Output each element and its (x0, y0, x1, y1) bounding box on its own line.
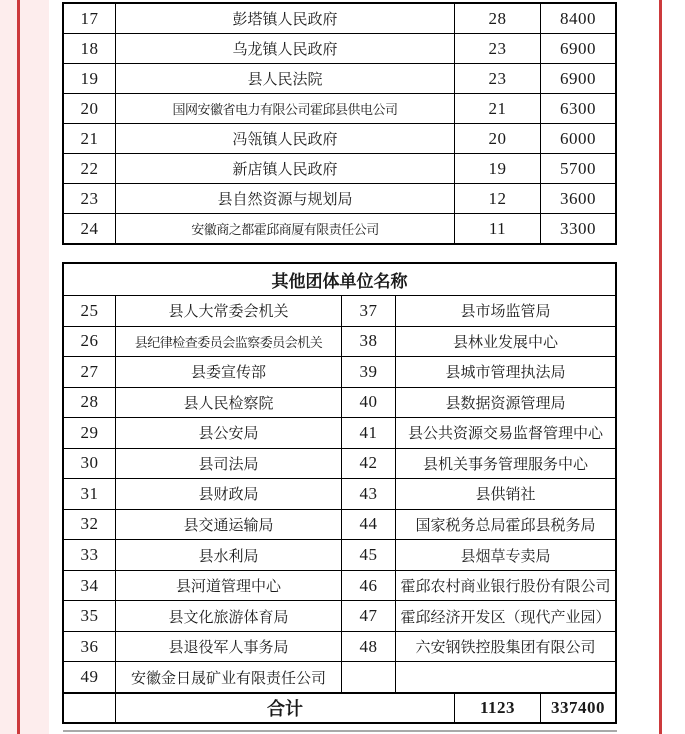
cell-text: 安徽金日晟矿业有限责任公司 (130, 670, 326, 687)
org-name-cell-right (395, 479, 615, 509)
cell-text: 21 (80, 128, 99, 148)
cell-text: 县交通运输局 (183, 517, 274, 534)
table-row (64, 387, 615, 418)
left-pink-band (0, 0, 49, 734)
cell-text: 安徽商之都霍邱商厦有限责任公司 (191, 222, 379, 237)
count-cell (454, 154, 540, 183)
cell-text: 21 (488, 98, 507, 118)
cell-text: 县文化旅游体育局 (168, 609, 289, 626)
cell-text: 县委宣传部 (190, 365, 266, 382)
row-number-cell-left (64, 540, 115, 570)
count-cell (454, 124, 540, 153)
cell-text: 12 (488, 188, 507, 208)
org-name-cell-left (115, 510, 341, 540)
org-name-cell-right (395, 418, 615, 448)
cell-text: 冯瓴镇人民政府 (232, 132, 338, 148)
org-name-cell-right (395, 449, 615, 479)
row-number-cell (64, 34, 115, 63)
cell-text: 县数据资源管理局 (445, 395, 566, 412)
total-empty-cell (64, 694, 115, 722)
row-number-cell-left (64, 357, 115, 387)
row-number-cell (64, 184, 115, 213)
amount-cell (540, 34, 615, 63)
cell-text: 44 (359, 514, 378, 534)
cell-text: 19 (488, 158, 507, 178)
org-name-cell-right (395, 632, 615, 662)
row-number-cell (64, 214, 115, 243)
cell-text: 县司法局 (198, 456, 259, 473)
table-row (64, 123, 615, 153)
cell-text: 26 (80, 331, 99, 351)
cell-text: 46 (359, 575, 378, 595)
amount-cell (540, 184, 615, 213)
org-name-cell-left (115, 327, 341, 357)
row-number-cell-right (341, 296, 395, 326)
row-number-cell-right (341, 510, 395, 540)
cell-text: 县河道管理中心 (175, 579, 281, 596)
table-row (64, 183, 615, 213)
cell-text: 25 (80, 300, 99, 320)
cell-text: 28 (488, 8, 507, 28)
cell-text: 19 (80, 68, 99, 88)
org-name-cell-left (115, 388, 341, 418)
section-header-cell (64, 264, 615, 295)
cell-text: 45 (359, 545, 378, 565)
cell-text: 30 (80, 453, 99, 473)
cell-text: 40 (359, 392, 378, 412)
table-row (64, 326, 615, 357)
table-row (64, 417, 615, 448)
table-row (64, 295, 615, 326)
total-row (64, 692, 615, 722)
count-cell (454, 184, 540, 213)
org-name-cell-right (395, 388, 615, 418)
cell-text: 县供销社 (475, 487, 536, 504)
cell-text: 县退役军人事务局 (168, 640, 289, 657)
cell-text: 20 (488, 128, 507, 148)
cell-text: 3600 (560, 188, 596, 208)
row-number-cell-left (64, 327, 115, 357)
total-count: 1123 (479, 697, 516, 717)
table-row (64, 539, 615, 570)
left-red-rule (17, 0, 20, 734)
other-units-table (62, 262, 617, 724)
row-number-cell-left (64, 479, 115, 509)
cell-text: 县人民检察院 (183, 395, 274, 412)
table-row (64, 661, 615, 692)
cell-text: 29 (80, 422, 99, 442)
org-name-cell (115, 34, 454, 63)
table-row (64, 478, 615, 509)
cell-text: 34 (80, 575, 99, 595)
cell-text: 县城市管理执法局 (445, 365, 566, 382)
table-row (64, 509, 615, 540)
row-number-cell-right (341, 449, 395, 479)
org-name-cell-left (115, 601, 341, 631)
row-number-cell-left (64, 418, 115, 448)
row-number-cell-left (64, 510, 115, 540)
table-row (64, 33, 615, 63)
amount-cell (540, 124, 615, 153)
row-number-cell-left (64, 662, 115, 692)
cell-text: 六安钢铁控股集团有限公司 (415, 640, 596, 657)
table-row (64, 631, 615, 662)
amount-cell (540, 154, 615, 183)
cell-text: 县林业发展中心 (452, 334, 558, 351)
cell-text: 24 (80, 218, 99, 238)
cell-text: 33 (80, 545, 99, 565)
org-name-cell (115, 214, 454, 243)
table-row (64, 356, 615, 387)
count-cell (454, 94, 540, 123)
row-number-cell-left (64, 388, 115, 418)
total-amount: 337400 (551, 697, 605, 717)
count-cell (454, 64, 540, 93)
row-number-cell-right (341, 601, 395, 631)
cell-text: 6000 (560, 128, 596, 148)
cell-text: 县公安局 (198, 426, 259, 443)
cell-text: 48 (359, 636, 378, 656)
org-name-cell (115, 94, 454, 123)
org-name-cell (115, 184, 454, 213)
cell-text: 国网安徽省电力有限公司霍邱县供电公司 (172, 102, 398, 117)
cell-text: 县水利局 (198, 548, 259, 565)
cell-text: 县人民法院 (247, 72, 323, 88)
cell-text: 36 (80, 636, 99, 656)
cell-text: 县机关事务管理服务中心 (422, 456, 588, 473)
row-number-cell (64, 64, 115, 93)
count-cell (454, 214, 540, 243)
org-name-cell-right (395, 540, 615, 570)
cell-text: 县自然资源与规划局 (217, 192, 353, 208)
org-name-cell-left (115, 479, 341, 509)
cell-text: 42 (359, 453, 378, 473)
cell-text: 彭塔镇人民政府 (232, 12, 338, 28)
count-cell (454, 4, 540, 33)
row-number-cell-left (64, 601, 115, 631)
amount-cell (540, 94, 615, 123)
next-table-cutoff-line (63, 730, 617, 732)
cell-text: 新店镇人民政府 (232, 162, 338, 178)
row-number-cell (64, 4, 115, 33)
org-name-cell-left (115, 571, 341, 601)
org-name-cell (115, 64, 454, 93)
cell-text: 6900 (560, 38, 596, 58)
total-label: 合计 (267, 698, 303, 719)
org-name-cell-left (115, 296, 341, 326)
cell-text: 6900 (560, 68, 596, 88)
org-name-cell-right (395, 357, 615, 387)
table-row (64, 570, 615, 601)
cell-text: 6300 (560, 98, 596, 118)
cell-text: 国家税务总局霍邱县税务局 (415, 517, 596, 534)
org-name-cell-right (395, 662, 615, 692)
cell-text: 23 (488, 68, 507, 88)
cell-text: 38 (359, 331, 378, 351)
row-number-cell (64, 154, 115, 183)
cell-text: 县纪律检查委员会监察委员会机关 (134, 334, 323, 350)
org-name-cell-right (395, 510, 615, 540)
amount-cell (540, 4, 615, 33)
cell-text: 39 (359, 361, 378, 381)
cell-text: 35 (80, 606, 99, 626)
cell-text: 17 (80, 8, 99, 28)
org-name-cell-right (395, 327, 615, 357)
cell-text: 县人大常委会机关 (168, 304, 289, 321)
cell-text: 5700 (560, 158, 596, 178)
table-row (64, 93, 615, 123)
cell-text: 43 (359, 483, 378, 503)
cell-text: 霍邱经济开发区（现代产业园） (400, 609, 611, 626)
row-number-cell-right (341, 662, 395, 692)
cell-text: 37 (359, 300, 378, 320)
cell-text: 31 (80, 483, 99, 503)
table-row (64, 213, 615, 243)
cell-text: 47 (359, 606, 378, 626)
cell-text: 41 (359, 422, 378, 442)
section-title: 其他团体单位名称 (271, 272, 408, 291)
row-number-cell-left (64, 296, 115, 326)
cell-text: 23 (488, 38, 507, 58)
row-number-cell-right (341, 327, 395, 357)
donation-summary-table (62, 2, 617, 245)
row-number-cell-right (341, 418, 395, 448)
table-row (64, 600, 615, 631)
cell-text: 乌龙镇人民政府 (232, 42, 338, 58)
amount-cell (540, 214, 615, 243)
org-name-cell-left (115, 662, 341, 692)
cell-text: 3300 (560, 218, 596, 238)
cell-text: 县市场监管局 (460, 304, 551, 321)
cell-text: 11 (488, 218, 507, 238)
row-number-cell-left (64, 449, 115, 479)
cell-text: 县公共资源交易监督管理中心 (407, 426, 603, 443)
row-number-cell-right (341, 571, 395, 601)
cell-text: 27 (80, 361, 99, 381)
row-number-cell-right (341, 540, 395, 570)
cell-text: 县烟草专卖局 (460, 548, 551, 565)
org-name-cell (115, 124, 454, 153)
table-row (64, 4, 615, 33)
row-number-cell-right (341, 388, 395, 418)
org-name-cell (115, 4, 454, 33)
row-number-cell (64, 124, 115, 153)
table-row (64, 153, 615, 183)
org-name-cell-left (115, 449, 341, 479)
cell-text: 霍邱农村商业银行股份有限公司 (400, 579, 611, 596)
row-number-cell-right (341, 479, 395, 509)
org-name-cell-right (395, 296, 615, 326)
cell-text: 32 (80, 514, 99, 534)
total-label-cell (115, 694, 454, 722)
row-number-cell (64, 94, 115, 123)
amount-cell (540, 64, 615, 93)
org-name-cell-left (115, 357, 341, 387)
cell-text: 49 (80, 667, 99, 687)
org-name-cell-left (115, 540, 341, 570)
row-number-cell-right (341, 632, 395, 662)
row-number-cell-right (341, 357, 395, 387)
row-number-cell-left (64, 632, 115, 662)
row-number-cell-left (64, 571, 115, 601)
org-name-cell-right (395, 571, 615, 601)
org-name-cell-right (395, 601, 615, 631)
total-count-cell (454, 694, 540, 722)
cell-text: 23 (80, 188, 99, 208)
cell-text: 8400 (560, 8, 596, 28)
cell-text: 20 (80, 98, 99, 118)
count-cell (454, 34, 540, 63)
cell-text: 县财政局 (198, 487, 259, 504)
org-name-cell (115, 154, 454, 183)
total-amount-cell (540, 694, 615, 722)
right-red-rule (659, 0, 662, 734)
org-name-cell-left (115, 418, 341, 448)
table-row (64, 63, 615, 93)
cell-text: 18 (80, 38, 99, 58)
table-row (64, 448, 615, 479)
section-header-row (64, 264, 615, 295)
cell-text: 28 (80, 392, 99, 412)
org-name-cell-left (115, 632, 341, 662)
cell-text: 22 (80, 158, 99, 178)
